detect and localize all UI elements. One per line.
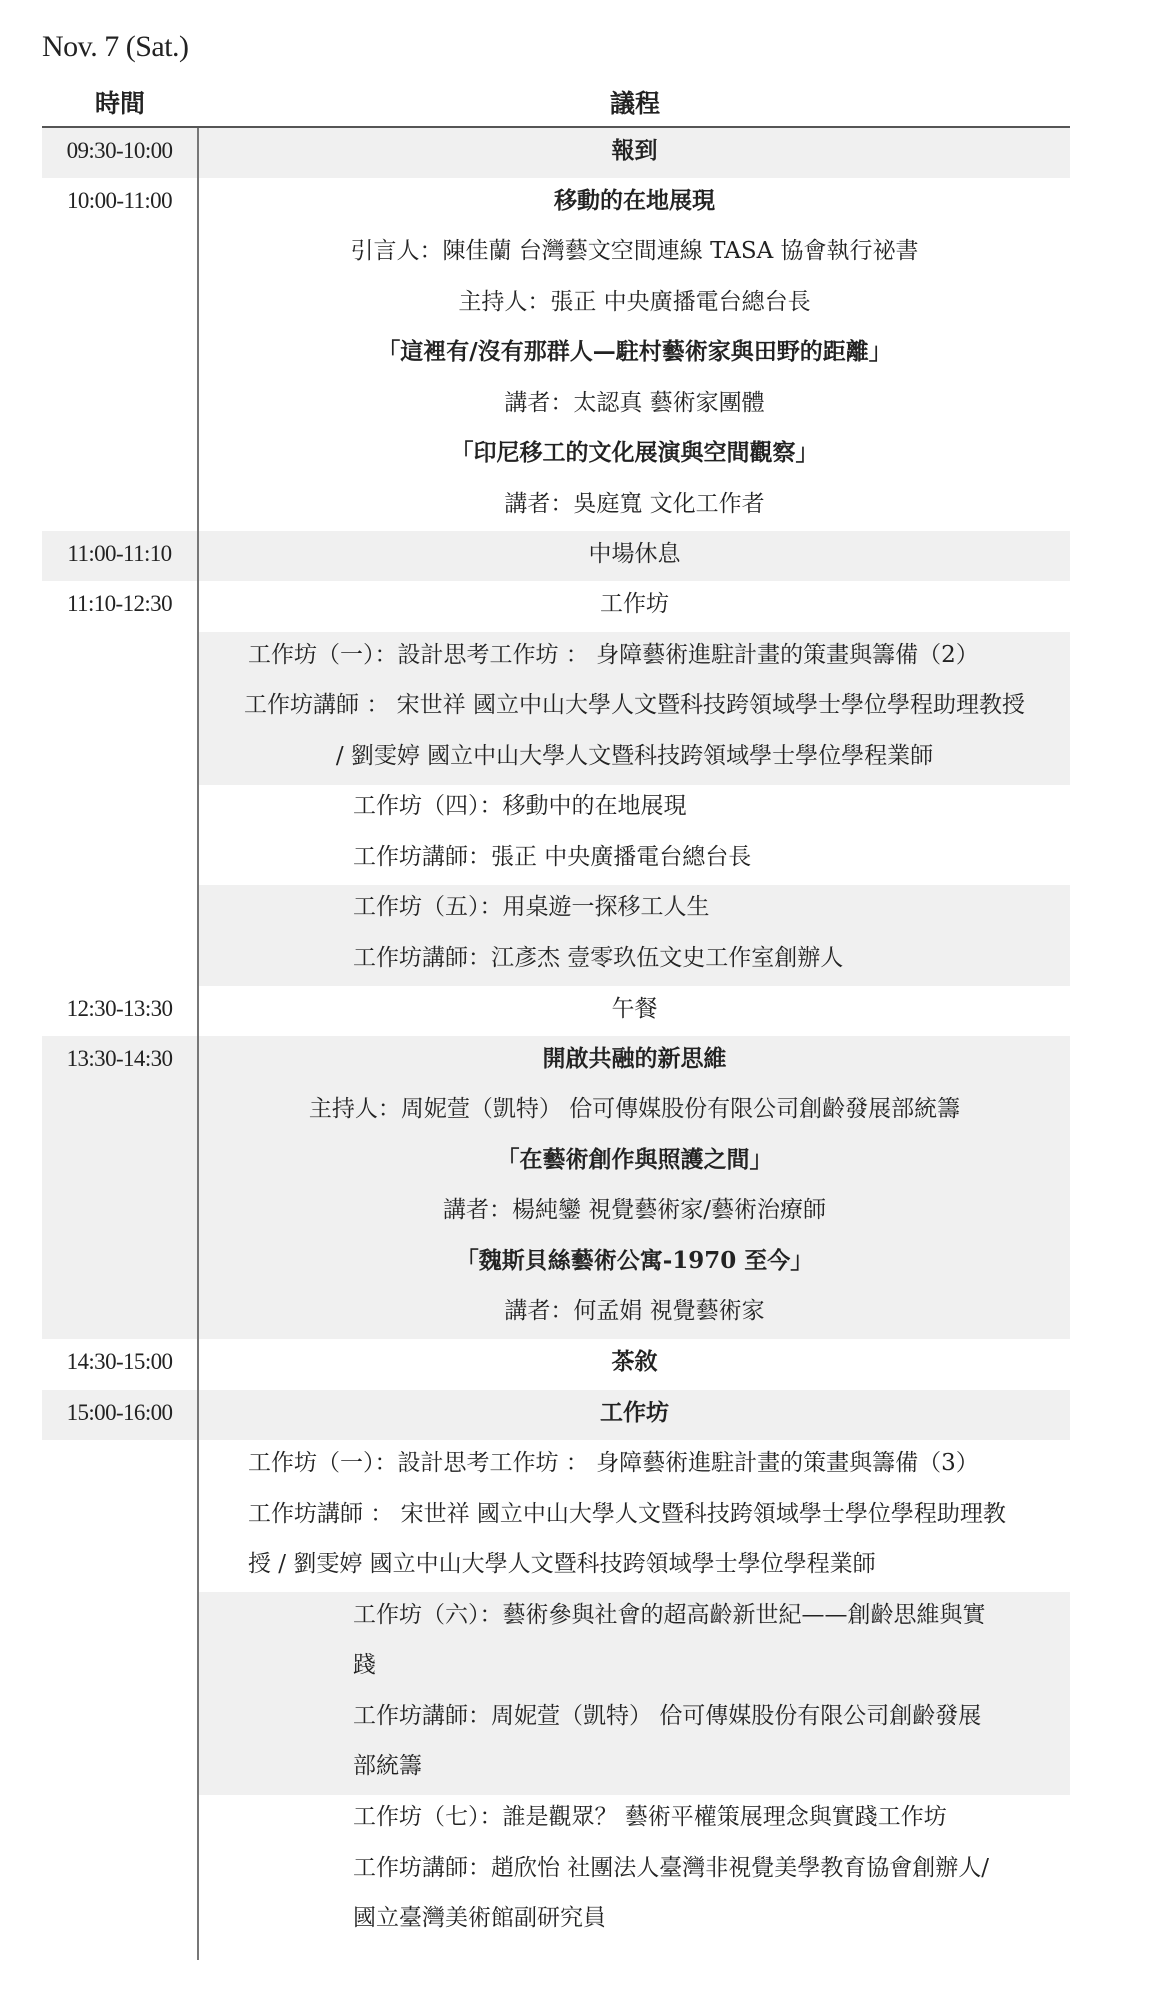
workshop-line: / 劉雯婷 國立中山大學人文暨科技跨領域學士學位學程業師: [335, 743, 934, 769]
talk-title: 「在藝術創作與照護之間」: [496, 1146, 773, 1173]
workshop-line: 踐: [353, 1652, 376, 1678]
workshop-line: 工作坊（七）：誰是觀眾？ 藝術平權策展理念與實踐工作坊: [353, 1804, 947, 1830]
workshop-line: 工作坊（五）：用桌遊一探移工人生: [353, 894, 710, 920]
time-slot: 12:30-13:30: [66, 996, 173, 1021]
time-slot: 14:30-15:00: [66, 1349, 173, 1374]
agenda-title: 午餐: [611, 996, 658, 1022]
talk-title: 「這裡有/沒有那群人—駐村藝術家與田野的距離」: [377, 338, 892, 365]
workshop-line: 工作坊講師：江彥杰 壹零玖伍文史工作室創辦人: [353, 945, 844, 971]
agenda-title: 工作坊: [600, 591, 669, 617]
workshop-line: 工作坊講師 ： 宋世祥 國立中山大學人文暨科技跨領域學士學位學程助理教: [248, 1501, 1006, 1527]
time-slot: 10:00-11:00: [67, 188, 172, 213]
workshop-line: 授 / 劉雯婷 國立中山大學人文暨科技跨領域學士學位學程業師: [248, 1551, 876, 1577]
column-header-agenda: 議程: [610, 89, 661, 118]
time-slot: 13:30-14:30: [66, 1046, 173, 1071]
agenda-title: 茶敘: [611, 1348, 658, 1375]
time-slot: 11:00-11:10: [67, 541, 172, 566]
agenda-line: 主持人：周妮萱（凱特） 佮可傳媒股份有限公司創齡發展部統籌: [308, 1096, 961, 1122]
session-title: 開啟共融的新思維: [542, 1045, 727, 1072]
workshop-line: 工作坊（六）：藝術參與社會的超高齡新世紀——創齡思維與實: [353, 1602, 986, 1628]
talk-title: 「魏斯貝絲藝術公寓-1970 至今」: [455, 1247, 814, 1274]
workshop-line: 工作坊講師：趙欣怡 社團法人臺灣非視覺美學教育協會創辦人/: [353, 1855, 990, 1881]
workshop-line: 工作坊（一）：設計思考工作坊 ： 身障藝術進駐計畫的策畫與籌備（3）: [248, 1450, 979, 1476]
workshop-line: 工作坊講師：周妮萱（凱特） 佮可傳媒股份有限公司創齡發展: [353, 1703, 982, 1729]
workshop-line: 部統籌: [353, 1753, 422, 1779]
workshop-line: 工作坊講師：張正 中央廣播電台總台長: [353, 844, 752, 870]
agenda-line: 講者：太認真 藝術家團體: [504, 390, 765, 416]
workshop-line: 工作坊（四）：移動中的在地展現: [353, 793, 687, 819]
agenda-line: 講者：何孟娟 視覺藝術家: [504, 1298, 765, 1324]
workshop-line: 國立臺灣美術館副研究員: [353, 1905, 606, 1931]
column-header-time: 時間: [95, 89, 146, 118]
time-slot: 09:30-10:00: [66, 138, 173, 163]
agenda-line: 講者：楊純鑾 視覺藝術家/藝術治療師: [442, 1197, 827, 1223]
agenda-title: 報到: [611, 137, 658, 164]
agenda-line: 主持人：張正 中央廣播電台總台長: [458, 289, 811, 315]
time-slot: 15:00-16:00: [66, 1400, 173, 1425]
workshop-line: 工作坊（一）：設計思考工作坊 ： 身障藝術進駐計畫的策畫與籌備（2）: [248, 642, 979, 668]
time-slot: 11:10-12:30: [67, 591, 172, 616]
schedule-date: Nov. 7 (Sat.): [42, 30, 189, 63]
session-title: 移動的在地展現: [554, 187, 715, 214]
session-title: 工作坊: [600, 1399, 669, 1426]
workshop-line: 工作坊講師 ： 宋世祥 國立中山大學人文暨科技跨領域學士學位學程助理教授: [244, 692, 1025, 718]
agenda-line: 講者：吳庭寬 文化工作者: [504, 491, 765, 517]
talk-title: 「印尼移工的文化展演與空間觀察」: [450, 439, 819, 466]
agenda-title: 中場休息: [588, 541, 681, 567]
agenda-line: 引言人：陳佳蘭 台灣藝文空間連線 TASA 協會執行祕書: [350, 238, 919, 264]
